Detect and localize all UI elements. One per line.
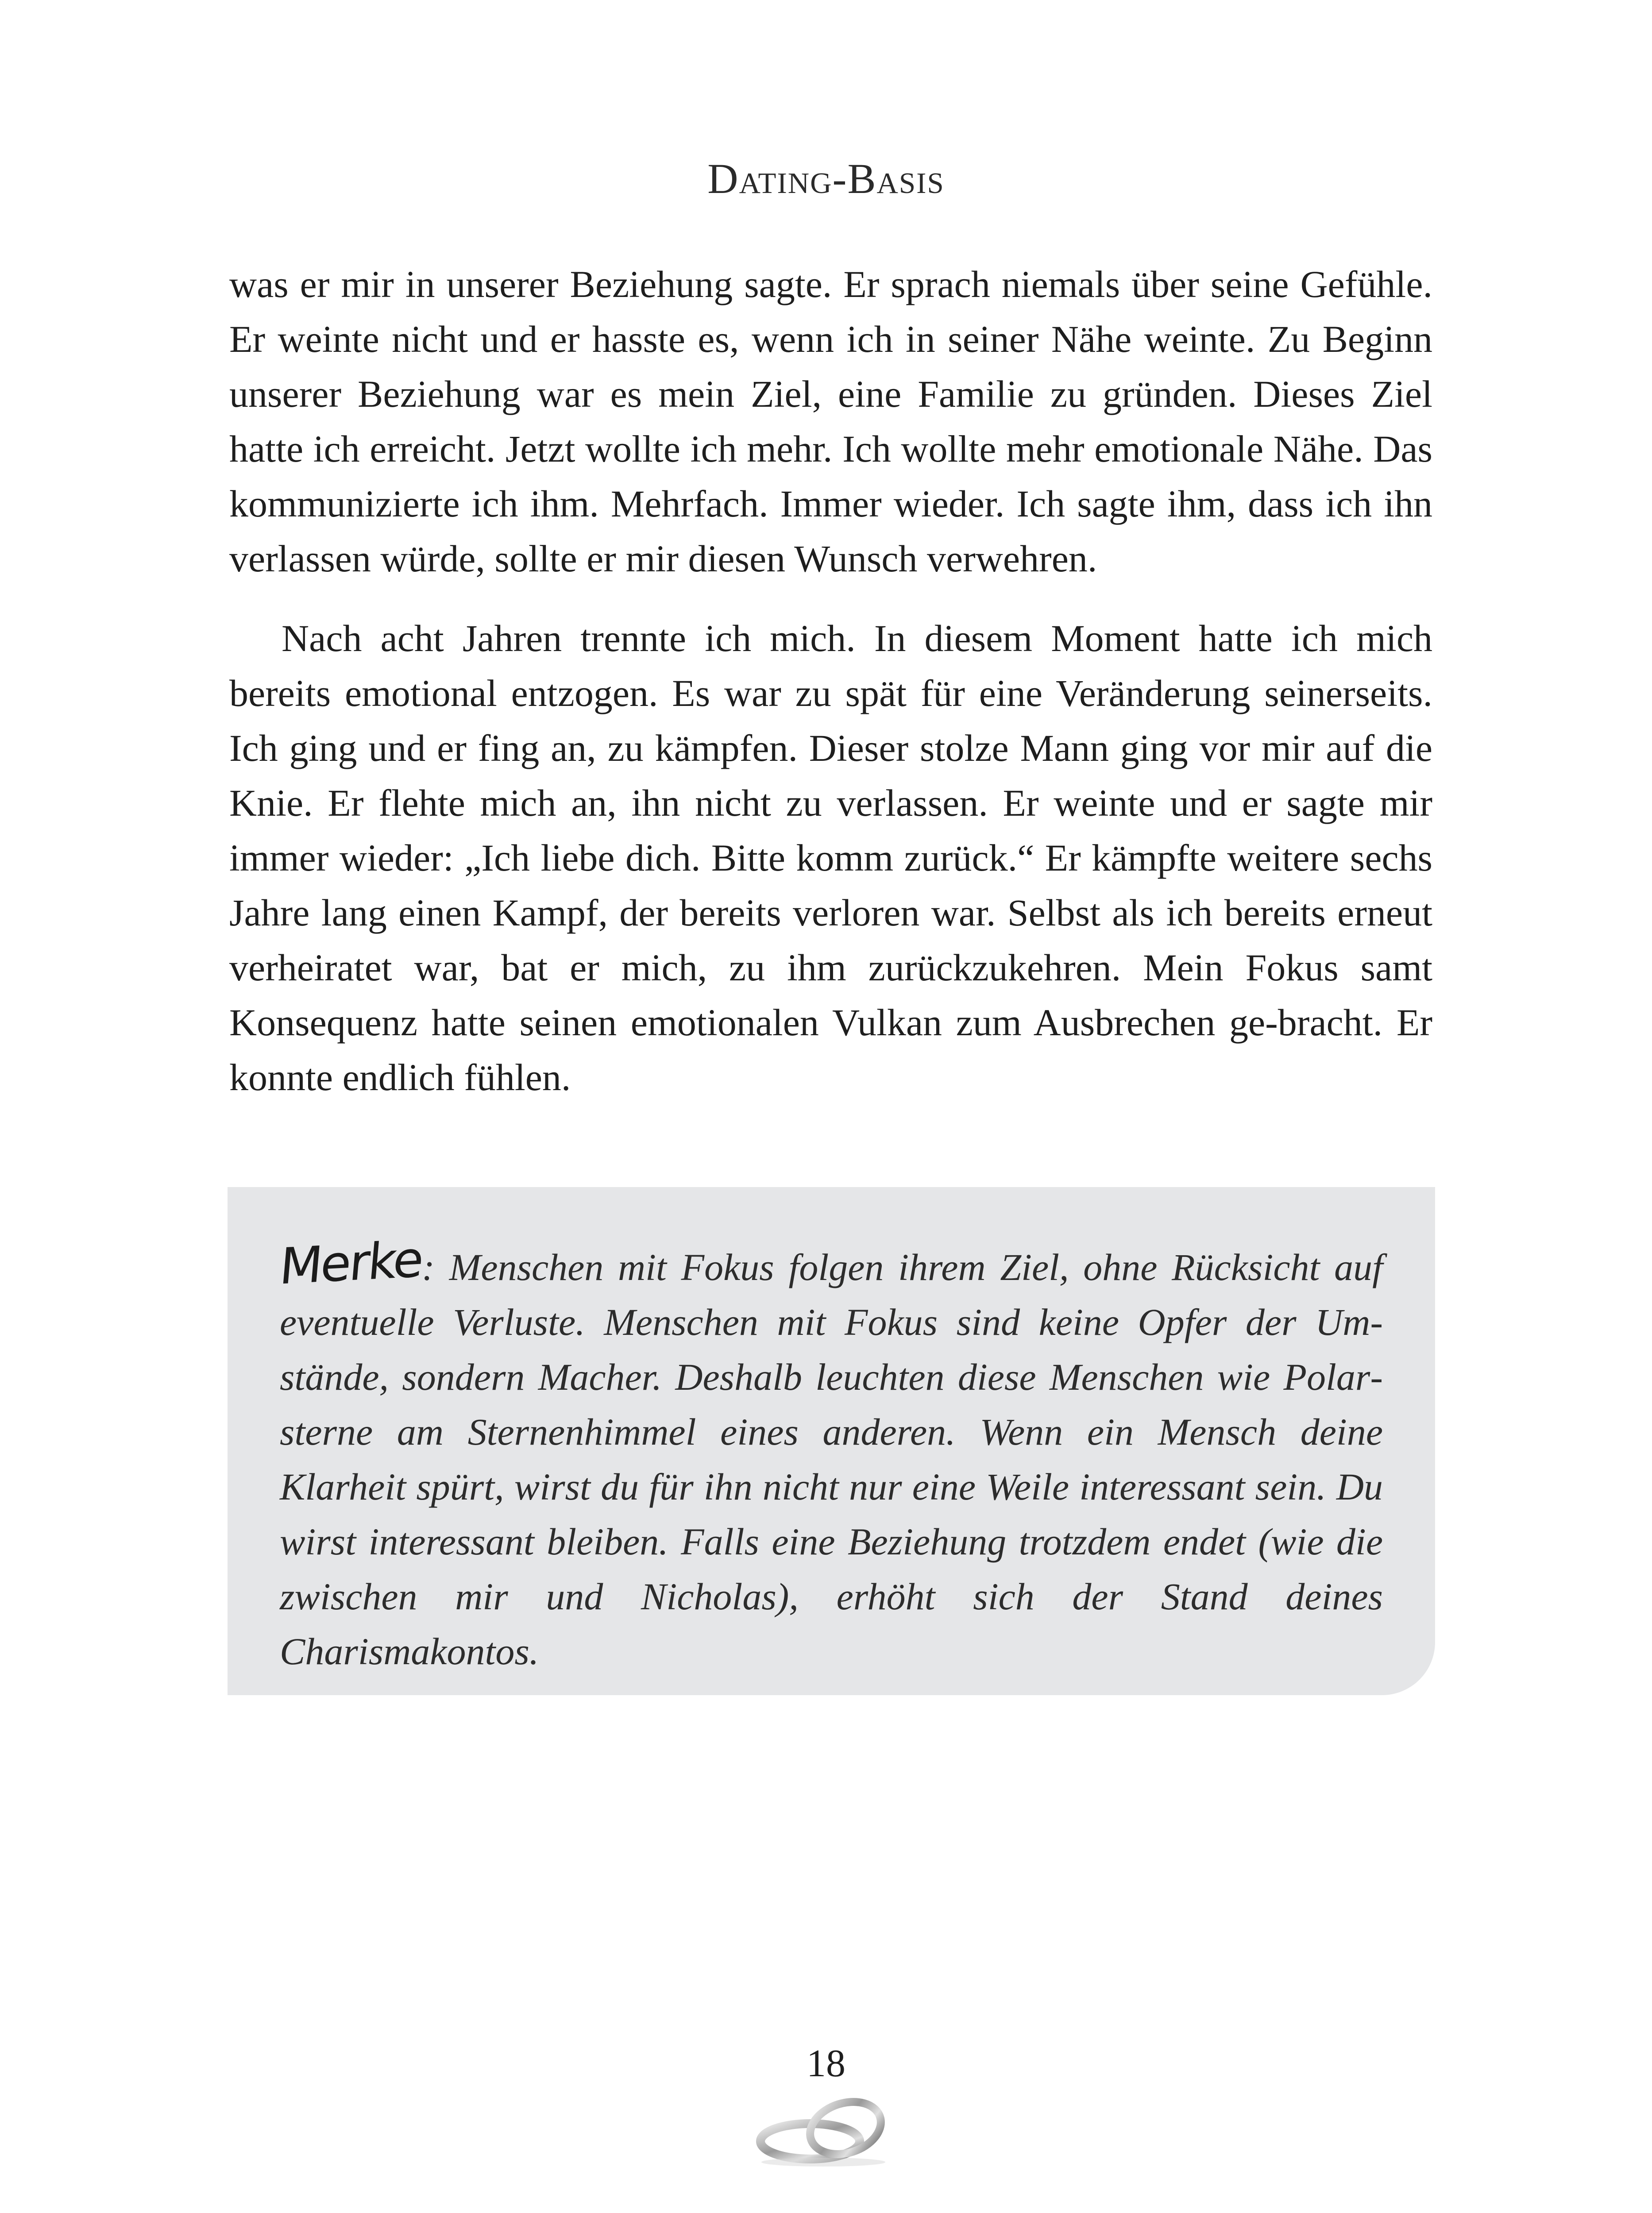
paragraph-2: Nach acht Jahren trennte ich mich. In diesem Moment hatte ich mich bereits emotional entzogen. Es war zu spät für eine Veränderung seinerseits. Ich ging und er fing an, zu kämpfen. Dieser stolze Mann ging vor mir auf die Knie. Er flehte mich an, ihn nicht zu verlassen. Er weinte und er sagte mir immer wieder: „Ich liebe dich. Bitte komm zurück.“ Er kämpfte weitere sechs Jahre lang einen Kampf, der bereits verloren war. Selbst als ich bereits erneut verheiratet war, bat er mich, zu ihm zurückzukehren. Mein Fokus samt Konsequenz hatte seinen emotionalen Vulkan zum Ausbrechen ge-bracht. Er konnte endlich fühlen. — [229, 617, 1432, 1099]
note-body: Menschen mit Fokus folgen ihrem Ziel, ohne Rücksicht auf eventuelle Verluste. Menschen mit Fokus sind keine Opfer der Umstände, sondern Macher. Deshalb leuchten diese Menschen wie Polarsterne am Sternenhimmel eines anderen. Wenn ein Mensch deine Klarheit spürt, wirst du für ihn nicht nur eine Weile interessant sein. Du wirst interessant bleiben. Falls eine Beziehung trotzdem endet (wie die zwischen mir und Nicholas), erhöht sich der Stand deines Charismakontos. — [280, 1246, 1383, 1673]
page-number: 18 — [807, 2042, 845, 2085]
body-text — [229, 257, 1432, 1105]
note-text — [277, 1230, 1383, 1679]
note-separator: : — [422, 1246, 435, 1288]
note-label: Merke — [277, 1230, 425, 1296]
running-head: Dating-Basis — [707, 155, 945, 202]
paragraph-1: was er mir in unserer Beziehung sagte. Er sprach niemals über seine Gefühle. Er weinte nicht und er hasste es, wenn ich in seiner Nähe weinte. Zu Beginn unserer Beziehung war es mein Ziel, eine Familie zu gründen. Dieses Ziel hatte ich erreicht. Jetzt wollte ich mehr. Ich wollte mehr emotionale Nähe. Das kommunizierte ich ihm. Mehrfach. Immer wieder. Ich sagte ihm, dass ich ihn verlassen würde, sollte er mir diesen Wunsch verwehren. — [229, 263, 1432, 580]
note-box — [228, 1187, 1435, 1695]
wedding-rings-icon — [753, 2093, 894, 2169]
